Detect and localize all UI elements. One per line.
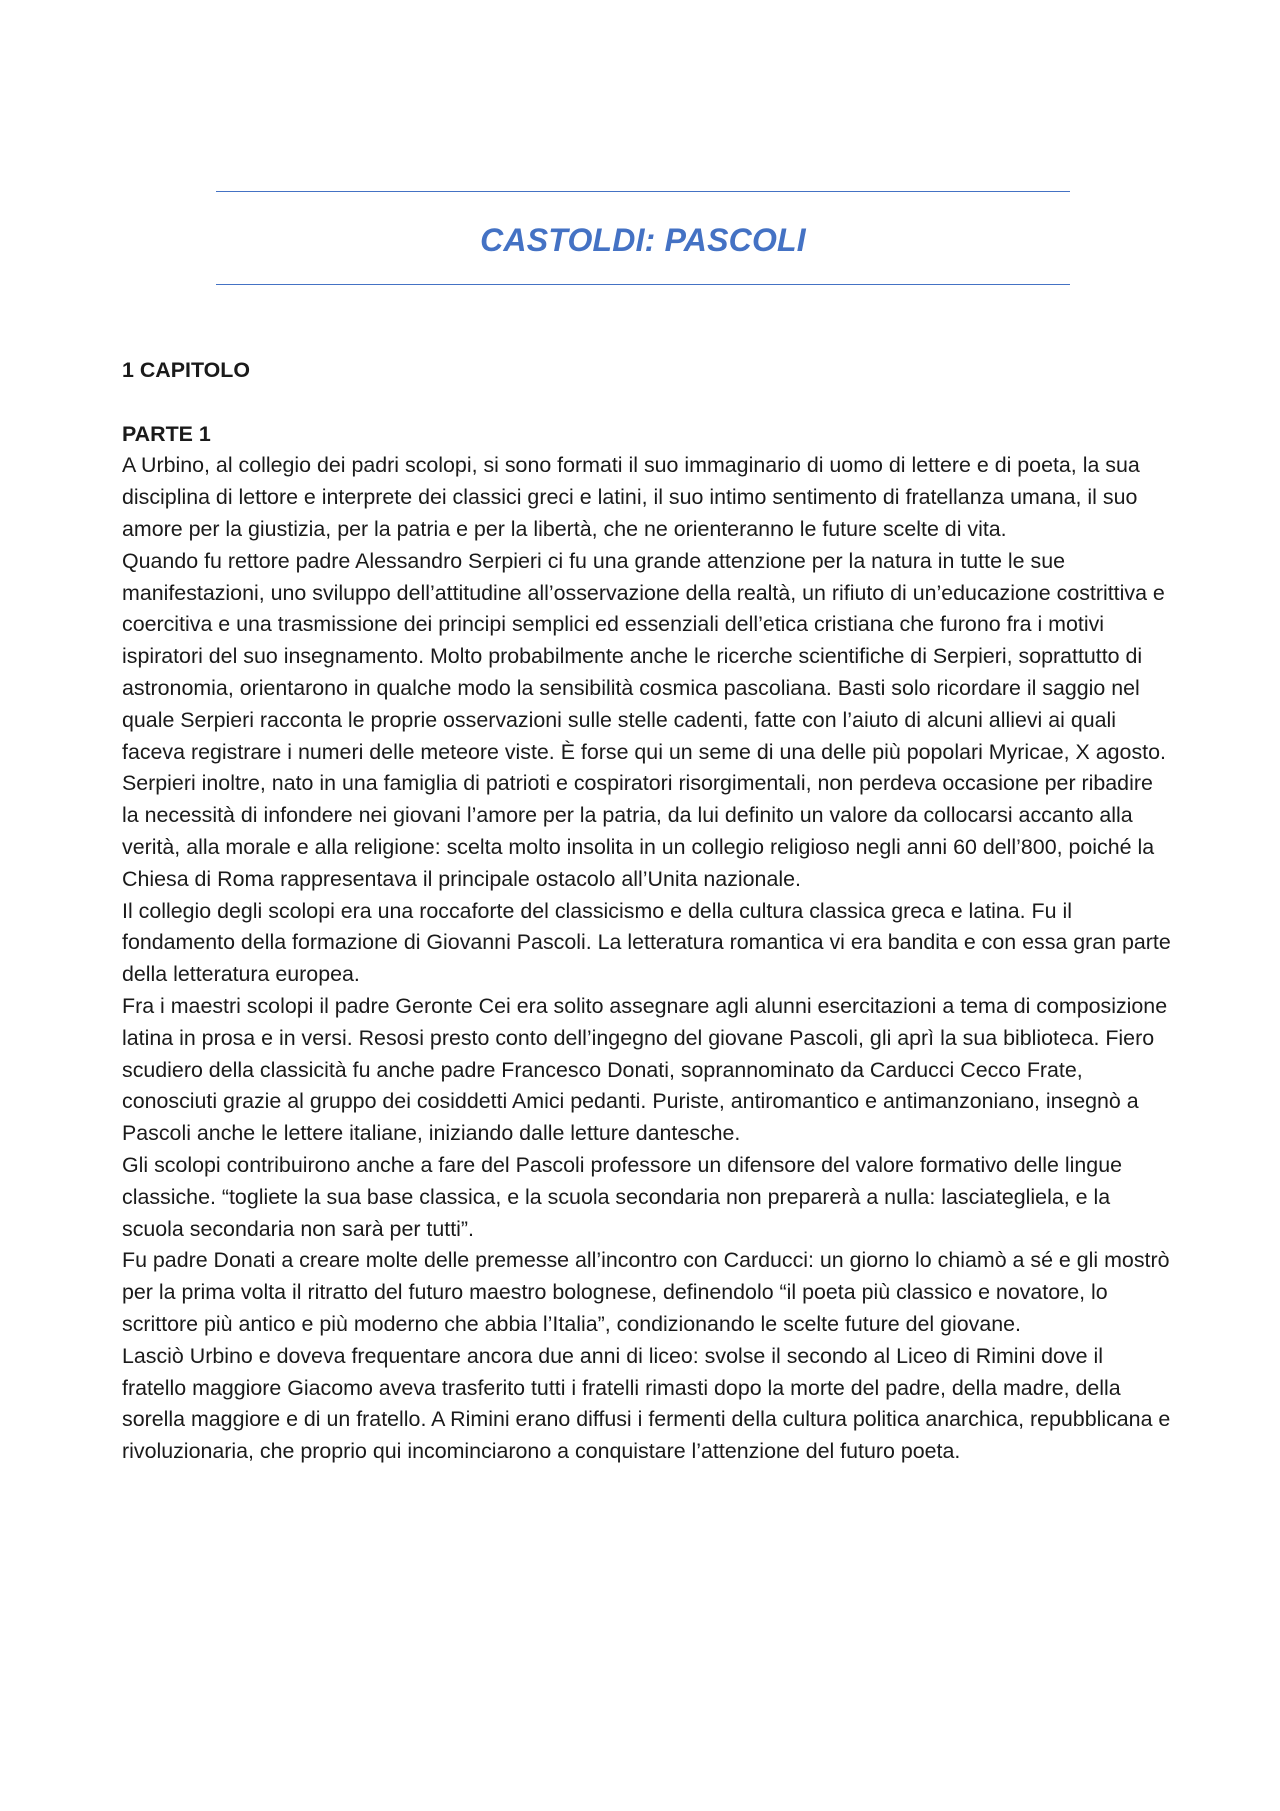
paragraph: Fra i maestri scolopi il padre Geronte Cei era solito assegnare agli alunni esercitazioni a tema di composizione latina in prosa e in versi. Resosi presto conto dell’ingegno del giovane Pascoli, gli aprì la sua biblioteca. Fiero scudiero della classicità fu anche padre Francesco Donati, soprannominato da Carducci Cecco Frate, conosciuti grazie al gruppo dei cosiddetti Amici pedanti. Puriste, antiromantico e antimanzoniano, insegnò a Pascoli anche le lettere italiane, iniziando dalle letture dantesche.	[122, 993, 1168, 1146]
title-block	[216, 191, 1070, 285]
paragraph: Il collegio degli scolopi era una roccaforte del classicismo e della cultura classica greca e latina. Fu il fondamento della formazione di Giovanni Pascoli. La letteratura romantica vi era bandita e con essa gran parte della letteratura europea.	[122, 898, 1171, 987]
section-heading: PARTE 1	[122, 421, 211, 446]
paragraph: Lasciò Urbino e doveva frequentare ancora due anni di liceo: svolse il secondo al Liceo di Rimini dove il fratello maggiore Giacomo aveva trasferito tutti i fratelli rimasti dopo la morte del padre, della madre, della sorella maggiore e di un fratello. A Rimini erano diffusi i fermenti della cultura politica anarchica, repubblicana e rivoluzionaria, che proprio qui incominciarono a conquistare l’attenzione del futuro poeta.	[122, 1343, 1171, 1464]
document-title: CASTOLDI: PASCOLI	[480, 222, 806, 258]
paragraph: Gli scolopi contribuirono anche a fare del Pascoli professore un difensore del valore formativo delle lingue classiche. “togliete la sua base classica, e la scuola secondaria non preparerà a nulla: lasciategliela, e la scuola secondaria non sarà per tutti”.	[122, 1152, 1122, 1241]
paragraph: Serpieri inoltre, nato in una famiglia di patrioti e cospiratori risorgimentali, non perdeva occasione per ribadire la necessità di infondere nei giovani l’amore per la patria, da lui definito un valore da collocarsi accanto alla verità, alla morale e alla religione: scelta molto insolita in un collegio religioso negli anni 60 dell’800, poiché la Chiesa di Roma rappresentava il principale ostacolo all’Unita nazionale.	[122, 771, 1155, 891]
paragraph: Fu padre Donati a creare molte delle premesse all’incontro con Carducci: un giorno lo chiamò a sé e gli mostrò per la prima volta il ritratto del futuro maestro bolognese, definendolo “il poeta più classico e novatore, lo scrittore più antico e più moderno che abbia l’Italia”, condizionando le scelte future del giovane.	[122, 1248, 1170, 1336]
paragraph: Quando fu rettore padre Alessandro Serpieri ci fu una grande attenzione per la natura in tutte le sue manifestazioni, uno sviluppo dell’attitudine all’osservazione della realtà, un rifiuto di un’educazione costrittiva e coercitiva e una trasmissione dei principi semplici ed essenziali dell’etica cristiana che furono fra i motivi ispiratori del suo insegnamento. Molto probabilmente anche le ricerche scientifiche di Serpieri, soprattutto di astronomia, orientarono in qualche modo la sensibilità cosmica pascoliana. Basti solo ricordare il saggio nel quale Serpieri racconta le proprie osservazioni sulle stelle cadenti, fatte con l’aiuto di alcuni allievi ai quali faceva registrare i numeri delle meteore viste. È forse qui un seme di una delle più popolari Myricae, X agosto.	[122, 548, 1166, 764]
paragraph: A Urbino, al collegio dei padri scolopi, si sono formati il suo immaginario di uomo di lettere e di poeta, la sua disciplina di lettore e interprete dei classici greci e latini, il suo intimo sentimento di fratellanza umana, il suo amore per la giustizia, per la patria e per la libertà, che ne orienteranno le future scelte di vita.	[122, 453, 1140, 541]
chapter-heading: 1 CAPITOLO	[122, 358, 250, 382]
document-body	[122, 355, 1172, 1468]
